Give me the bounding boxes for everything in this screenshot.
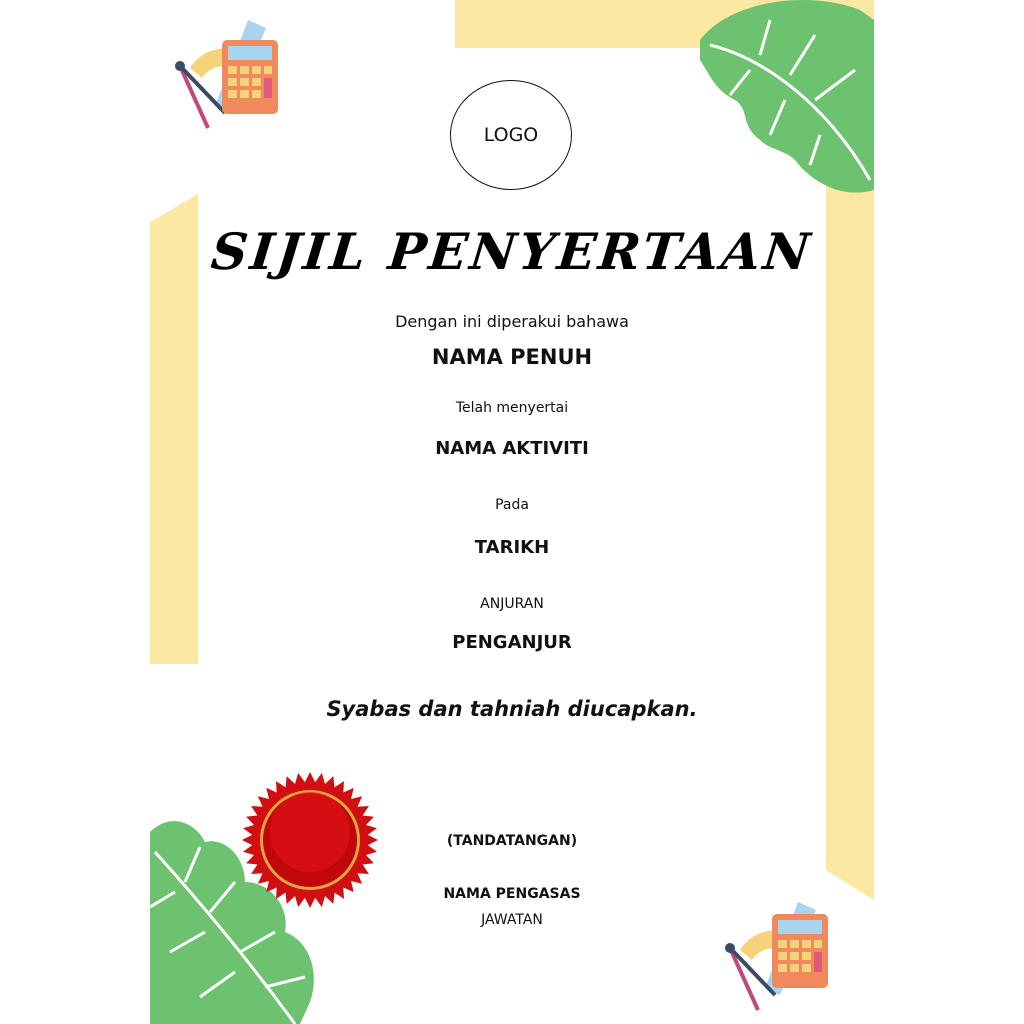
participated-label: Telah menyertai [455, 400, 569, 416]
signature-placeholder: (TANDATANGAN) [446, 833, 578, 849]
monstera-leaf-icon [690, 0, 874, 200]
organized-label: ANJURAN [480, 596, 544, 612]
stationery-icon [720, 900, 830, 1015]
logo-placeholder: LOGO [450, 80, 572, 190]
intro-text: Dengan ini diperakui bahawa [395, 312, 629, 331]
position-title: JAWATAN [481, 912, 543, 928]
founder-name: NAMA PENGASAS [443, 886, 581, 902]
full-name: NAMA PENUH [431, 345, 593, 369]
certificate-page [150, 0, 874, 1024]
activity-name: NAMA AKTIVITI [435, 438, 589, 459]
stationery-icon [170, 18, 280, 133]
closing-message: Syabas dan tahniah diucapkan. [326, 697, 698, 721]
on-label: Pada [495, 497, 529, 513]
organizer-name: PENGANJUR [452, 632, 572, 653]
certificate-title: SIJIL PENYERTAAN [208, 222, 816, 281]
date-text: TARIKH [474, 537, 550, 558]
